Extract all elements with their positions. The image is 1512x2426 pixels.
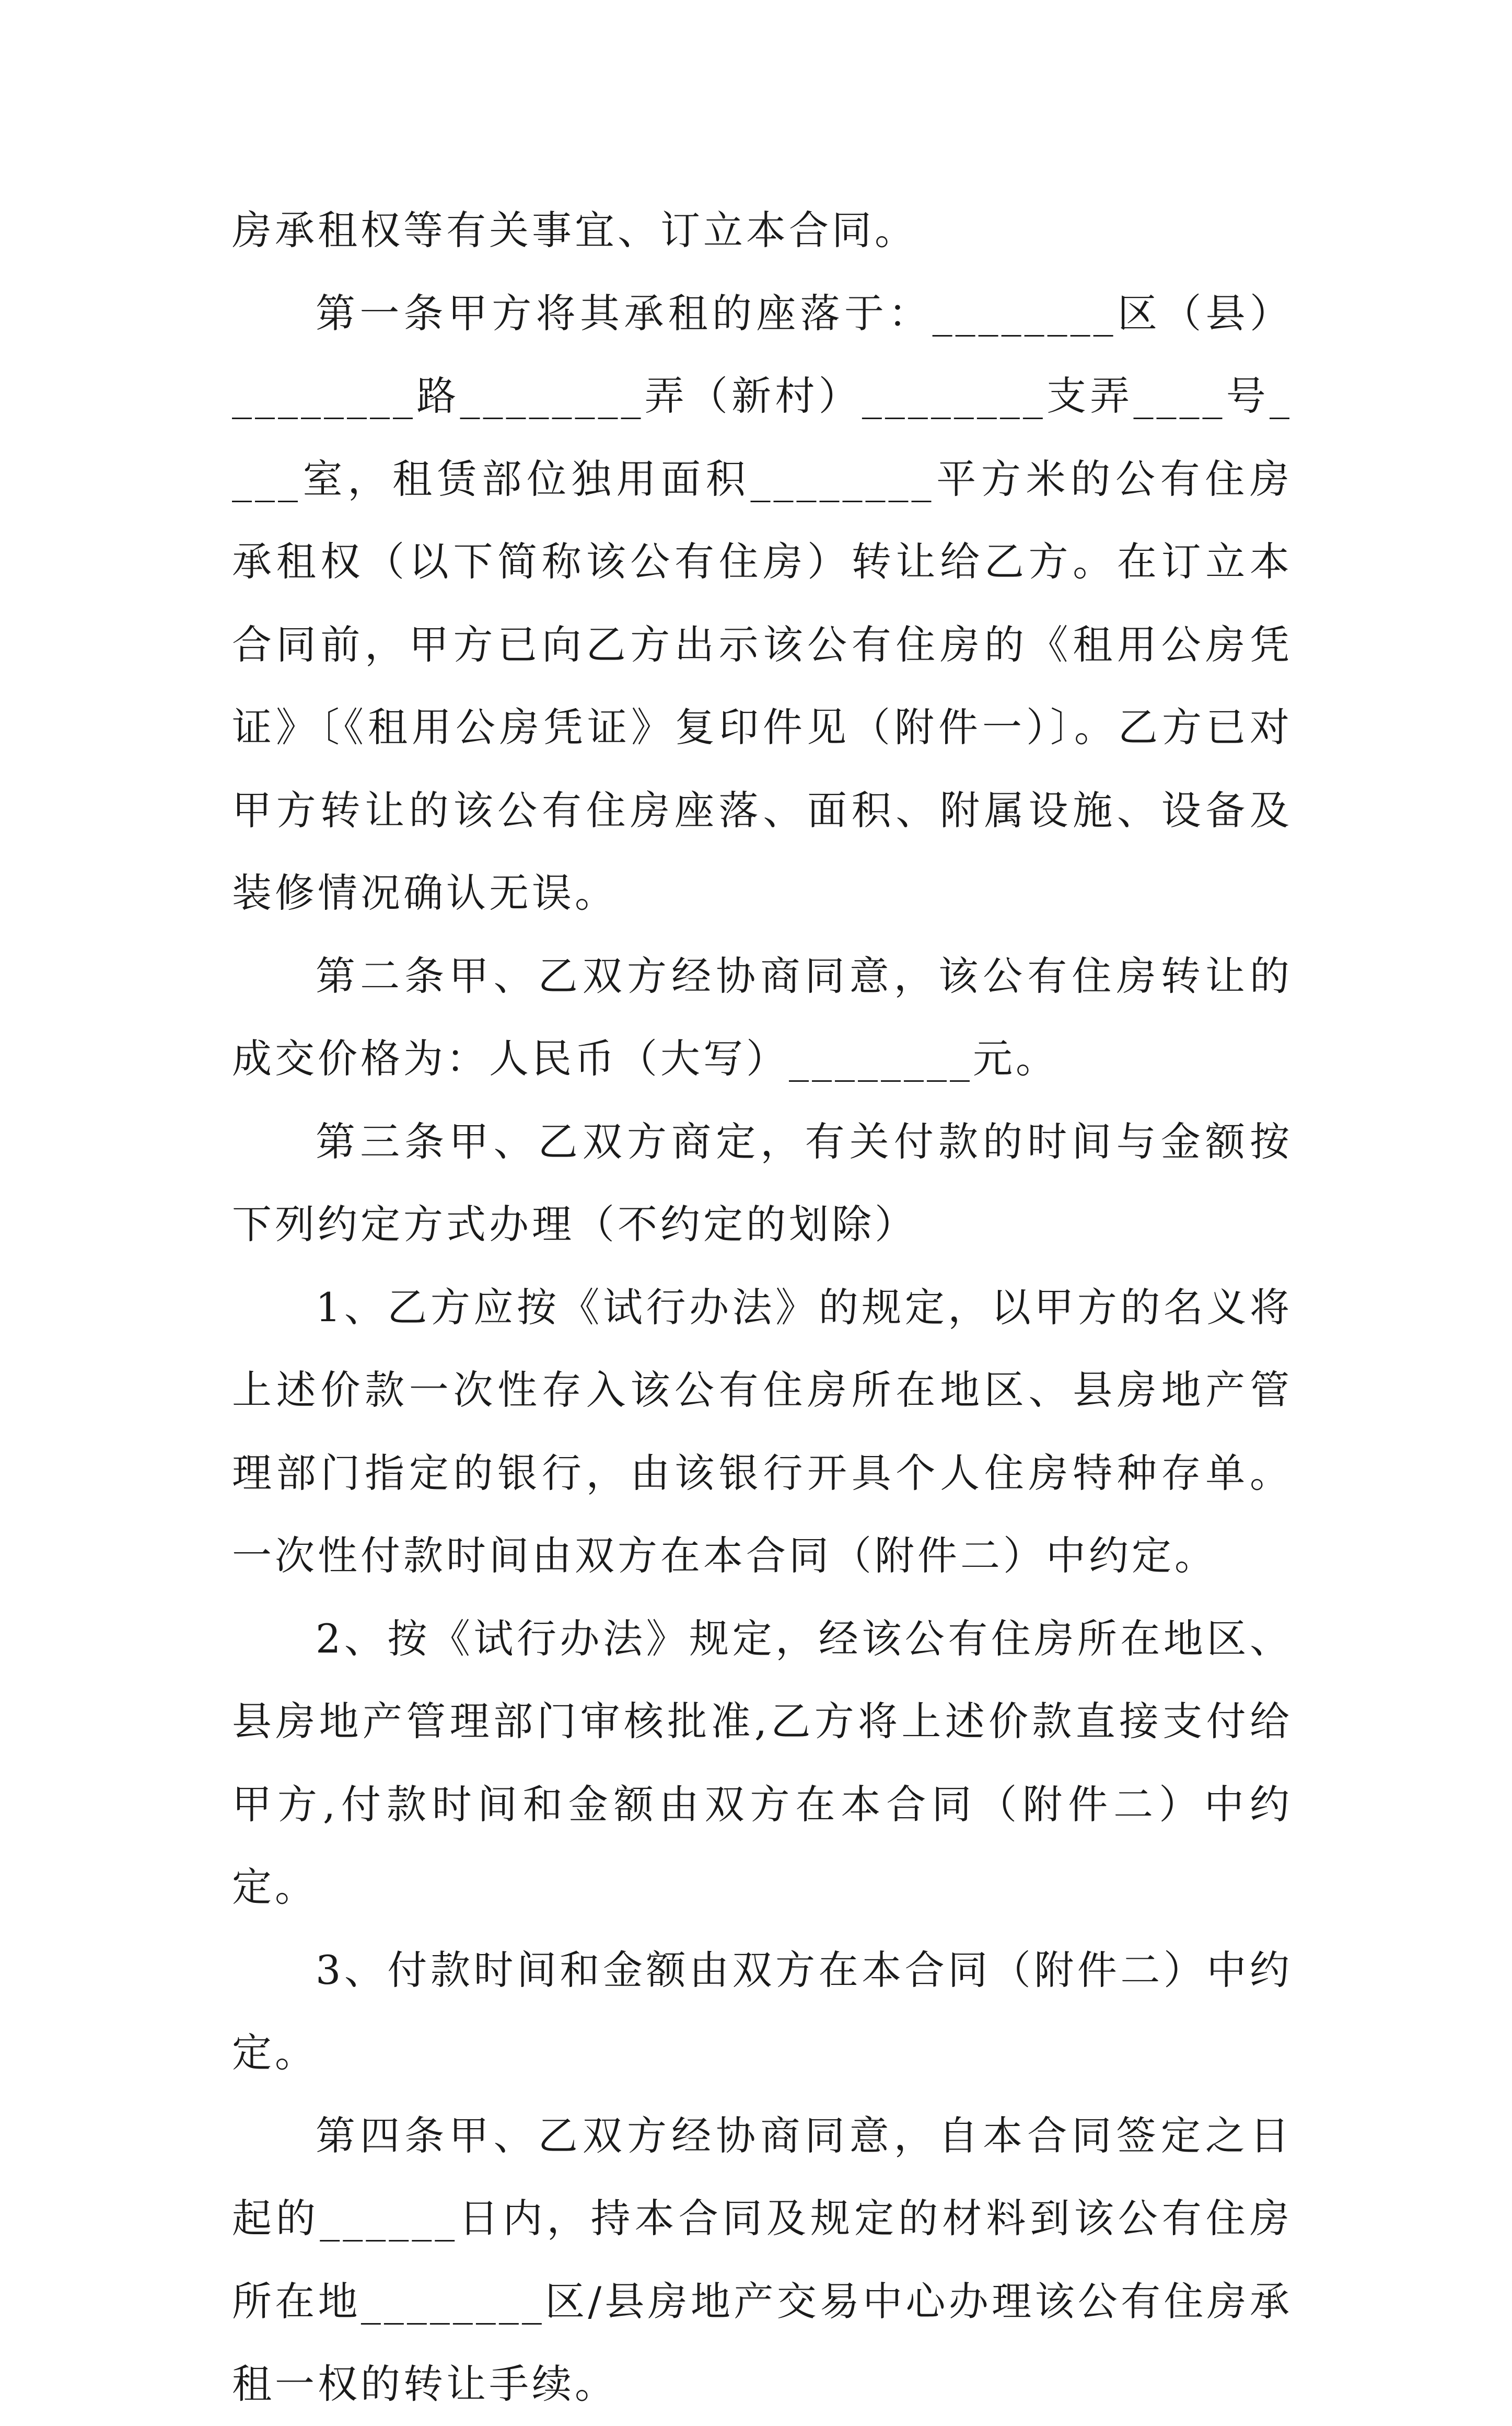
- paragraph-article-4: 第四条甲、乙双方经协商同意，自本合同签定之日起的______日内，持本合同及规定的材料到该公有住房所在地________区/县房地产交易中心办理该公有住房承租一权的转让手续。: [232, 2112, 1293, 2407]
- paragraph-article-3-item-3: 3、付款时间和金额由双方在本合同（附件二）中约定。: [232, 1946, 1293, 2076]
- paragraph-article-3-item-1: 1、乙方应按《试行办法》的规定，以甲方的名义将上述价款一次性存入该公有住房所在地区、县房地产管理部门指定的银行，由该银行开具个人住房特种存单。一次性付款时间由双方在本合同（附件二）中约定。: [232, 1284, 1293, 1579]
- paragraph-intro-tail: 房承租权等有关事宜、订立本合同。: [232, 207, 917, 253]
- paragraph-article-3-item-2: 2、按《试行办法》规定，经该公有住房所在地区、县房地产管理部门审核批准,乙方将上述价款直接支付给甲方,付款时间和金额由双方在本合同（附件二）中约定。: [232, 1615, 1293, 1910]
- paragraph-article-2: 第二条甲、乙双方经协商同意，该公有住房转让的成交价格为：人民币（大写）________元。: [232, 952, 1293, 1082]
- paragraph-article-3: 第三条甲、乙双方商定，有关付款的时间与金额按下列约定方式办理（不约定的划除）: [232, 1118, 1293, 1247]
- paragraph-article-1: 第一条甲方将其承租的座落于：________区（县）________路________弄（新村）________支弄____号____室，租赁部位独用面积________平方米的公有住房承租权（以下简称该公有住房）转让给乙方。在订立本合同前，甲方已向乙方出示该公有住房的《租用公房凭证》〔《租用公房凭证》复印件见（附件一）〕。乙方已对甲方转让的该公有住房座落、面积、附属设施、设备及装修情况确认无误。: [232, 290, 1293, 916]
- contract-body: [232, 189, 1293, 2426]
